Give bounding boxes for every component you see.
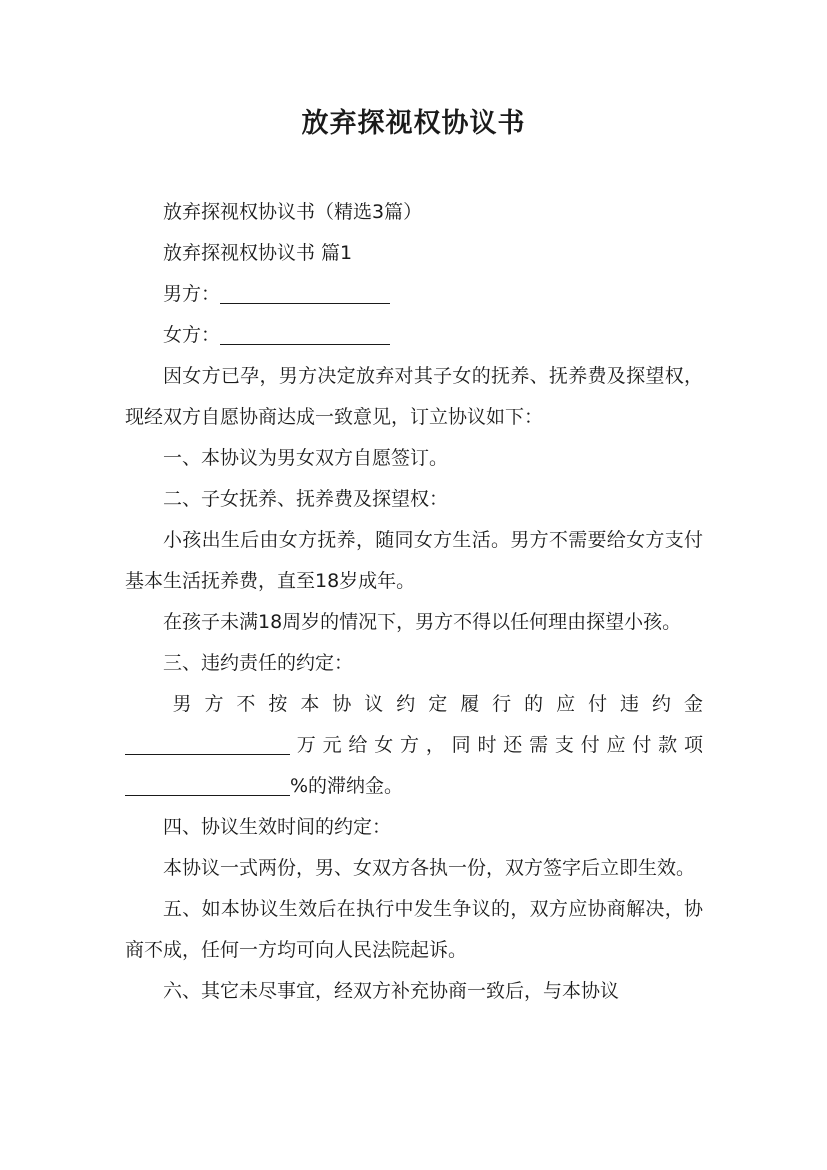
late-fee-rate-blank <box>125 771 290 796</box>
paragraph-custody: 小孩出生后由女方抚养，随同女方生活。男方不需要给女方支付基本生活抚养费，直至18岁成年。 <box>125 529 703 592</box>
paragraph-clause-1: 一、本协议为男女双方自愿签订。 <box>163 447 449 469</box>
paragraph-penalty <box>125 684 703 807</box>
paragraph-subtitle: 放弃探视权协议书（精选3篇） <box>163 201 423 223</box>
document-title: 放弃探视权协议书 <box>301 108 526 139</box>
paragraph-clause-2-heading: 二、子女抚养、抚养费及探望权： <box>163 488 449 510</box>
paragraph-clause-6: 六、其它未尽事宜，经双方补充协商一致后，与本协议 <box>163 980 620 1002</box>
penalty-line-2-text: 万元给女方，同时还需支付应付款项 <box>290 734 703 756</box>
paragraph-female-party <box>125 315 703 356</box>
paragraph-effective: 本协议一式两份，男、女双方各执一份，双方签字后立即生效。 <box>163 857 696 879</box>
paragraph-visitation: 在孩子未满18周岁的情况下，男方不得以任何理由探望小孩。 <box>163 611 682 633</box>
penalty-line-3-text: %的滞纳金。 <box>290 775 404 797</box>
paragraph-clause-3-heading: 三、违约责任的约定： <box>163 652 354 674</box>
paragraph-clause-5: 五、如本协议生效后在执行中发生争议的，双方应协商解决，协商不成，任何一方均可向人民法院起诉。 <box>125 898 703 961</box>
female-party-label: 女方： <box>163 324 221 346</box>
male-party-label: 男方： <box>163 283 221 305</box>
paragraph-section-heading: 放弃探视权协议书 篇1 <box>163 242 353 264</box>
document-body <box>125 192 703 1012</box>
penalty-line-2 <box>125 725 703 766</box>
paragraph-clause-4-heading: 四、协议生效时间的约定： <box>163 816 392 838</box>
penalty-amount-blank <box>125 730 290 755</box>
paragraph-male-party <box>125 274 703 315</box>
penalty-line-1: 男方不按本协议约定履行的应付违约金 <box>172 693 703 715</box>
paragraph-preamble: 因女方已孕，男方决定放弃对其子女的抚养、抚养费及探望权，现经双方自愿协商达成一致意见，订立协议如下： <box>125 365 703 428</box>
female-party-blank <box>220 320 390 345</box>
male-party-blank <box>220 279 390 304</box>
penalty-line-3 <box>125 766 703 807</box>
